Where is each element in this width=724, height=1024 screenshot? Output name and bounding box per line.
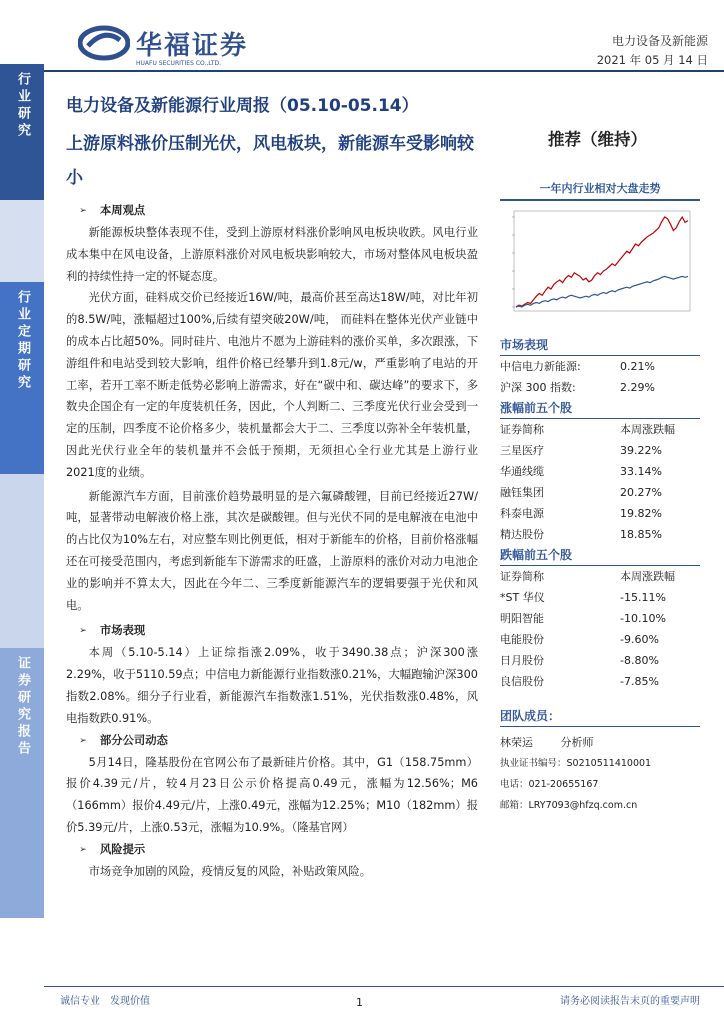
gainers-value: 33.14% (620, 465, 662, 478)
losers-value: -7.85% (620, 675, 659, 688)
market-value: 0.21% (620, 360, 655, 373)
losers-heading: 跌幅前五个股 (500, 545, 700, 566)
paragraph: 新能源板块整体表现不佳，受到上游原材料涨价影响风电板块收跌。风电行业成本集中在风电设备，上游原料涨价对风电板块影响较大，市场对整体风电板块盈利的持续性持一定的怀疑态度。 (66, 226, 478, 283)
footer-slogan: 诚信专业 发现价值 (60, 996, 150, 1007)
losers-row (500, 650, 700, 671)
arrow-bullet-icon: ➢ (79, 735, 87, 746)
gainers-name: 三星医疗 (500, 444, 544, 457)
sidebar-divider (0, 200, 44, 282)
gainers-heading: 涨幅前五个股 (500, 398, 700, 419)
gainers-name: 华通线缆 (500, 465, 544, 478)
losers-row (500, 629, 700, 650)
analyst-name: 林荣运 分析师 (500, 736, 594, 749)
report-title: 电力设备及新能源行业周报（05.10-05.14） (66, 96, 419, 116)
section-heading: ➢ 部分公司动态 (66, 730, 478, 752)
report-subtitle: 上游原料涨价压制光伏，风电板块，新能源车受影响较小 (66, 134, 474, 188)
losers-name: 良信股份 (500, 675, 544, 688)
arrow-bullet-icon: ➢ (79, 844, 87, 855)
market-name: 沪深 300 指数: (500, 381, 576, 394)
sidebar-divider (0, 474, 44, 648)
market-name: 中信电力新能源: (500, 360, 581, 373)
gainers-value: 19.82% (620, 507, 662, 520)
section-heading: ➢ 市场表现 (66, 620, 478, 642)
team-heading: 团队成员： (500, 706, 700, 727)
header-divider (44, 70, 724, 72)
sidebar-band (0, 0, 44, 1024)
footer-disclaimer: 请务必阅读报告末页的重要声明 (560, 996, 700, 1007)
paragraph: 本周（5.10-5.14）上证综指涨2.09%，收于3490.38点；沪深300涨2.29%，收于5110.59点；中信电力新能源行业指数涨0.21%，大幅跑输沪深300指数2.08%。细分子行业看，新能源汽车指数涨1.51%，光伏指数涨0.48%，风电指数跌0.91%。 (66, 646, 478, 725)
sidebar-panel (500, 180, 700, 816)
rating-label: 推荐（维持） (548, 130, 647, 149)
section-heading: ➢ 本周观点 (66, 200, 478, 222)
chart-title: 一年内行业相对大盘走势 (500, 180, 700, 201)
sidebar-label-periodic-research: 行业定期研究 (0, 282, 44, 474)
trend-chart (500, 207, 700, 335)
chart-frame (514, 211, 690, 311)
trend-chart-svg (500, 207, 700, 335)
gainers-value: 20.27% (620, 486, 662, 499)
paragraph: 光伏方面，硅料成交价已经接近16W/吨，最高价甚至高达18W/吨，对比年初的8.5W/吨，涨幅超过100%,后续有望突破20W/吨， 而硅料在整体光伏产业链中的成本占比超50%。同时硅片、电池片不愿为上游硅料的涨价买单，多次跟涨，下游组件和电站受到较大影响，组件价格已经攀升到1.8元/w，严重影响了电站的开工率，若开工率不断走低势必影响上游需求，好在“碳中和、碳达峰”的要求下，多数央企国企有一定的年度装机任务，因此，个人判断二、三季度光伏行业会受到一定的压制，四季度不论价格多少，装机量都会大于二、三季度以弥补全年装机量，因此光伏行业全年的装机量并不会低于预期，无须担心全行业尤其是上游行业2021度的业绩。 (66, 291, 478, 479)
market-row (500, 356, 700, 377)
company-logo: 华福证券 HUAFU SECURITIES CO.,LTD. (78, 24, 248, 62)
losers-row (500, 608, 700, 629)
analyst-email[interactable]: 邮箱：LRY7093@hfzq.com.cn (500, 800, 638, 811)
gainers-value: 39.22% (620, 444, 662, 457)
section-heading: ➢ 风险提示 (66, 839, 478, 861)
arrow-bullet-icon: ➢ (79, 206, 87, 216)
losers-row (500, 671, 700, 692)
losers-name: 日月股份 (500, 654, 544, 667)
market-heading: 市场表现 (500, 335, 700, 356)
paragraph: 5月14日，隆基股份在官网公布了最新硅片价格。其中，G1（158.75mm）报价4.39元/片，较4月23日公示价格提高0.49元，涨幅为12.56%；M6（166mm）报价4.49元/片，上涨0.49元，涨幅为12.25%；M10（182mm）报价5.39元/片，上涨0.53元，涨幅为10.9%。（隆基官网） (66, 755, 478, 834)
gainers-row (500, 503, 700, 524)
logo-swoosh-icon (78, 24, 130, 62)
analyst-cert: 执业证书编号：S0210511410001 (500, 758, 652, 769)
losers-row (500, 587, 700, 608)
gainers-row (500, 461, 700, 482)
series-line-market (516, 276, 688, 307)
gainers-value: 18.85% (620, 528, 662, 541)
gainers-header-row: 证券简称 本周涨跌幅 (500, 423, 675, 436)
gainers-row (500, 440, 700, 461)
gainers-name: 科泰电源 (500, 507, 544, 520)
losers-value: -15.11% (620, 591, 666, 604)
main-content (66, 200, 478, 883)
paragraph: 市场竞争加剧的风险，疫情反复的风险，补贴政策风险。 (88, 864, 372, 878)
gainers-name: 精达股份 (500, 528, 544, 541)
sidebar-label-securities-report: 证券研究报告 (0, 648, 44, 918)
gainers-name: 融钰集团 (500, 486, 544, 499)
gainers-row (500, 524, 700, 545)
losers-value: -8.80% (620, 654, 659, 667)
losers-name: *ST 华仪 (500, 591, 545, 604)
report-date: 2021 年 05 月 14 日 (596, 53, 708, 67)
gainers-row (500, 482, 700, 503)
paragraph: 新能源汽车方面，目前涨价趋势最明显的是六氟磷酸锂，目前已经接近27W/吨，显著带动电解液价格上涨，其次是碳酸锂。但与光伏不同的是电解液在电池中的占比仅为10%左右，对应整车则比例更低，相对于新能车的价格，目前价格涨幅还在可接受范围内，考虑到新能车下游需求的旺盛，上游原料的涨价对动力电池企业的影响并不算太大，因此在今年二、三季度新能源汽车的逻辑要强于光伏和风电。 (66, 489, 478, 612)
report-category: 电力设备及新能源 (611, 34, 708, 48)
losers-value: -10.10% (620, 612, 666, 625)
market-value: 2.29% (620, 381, 655, 394)
page-number: 1 (356, 996, 363, 1009)
footer-divider (44, 986, 724, 987)
losers-header-row: 证券简称 本周涨跌幅 (500, 570, 675, 583)
analyst-phone: 电话：021-20655167 (500, 779, 599, 790)
losers-value: -9.60% (620, 633, 659, 646)
sidebar-label-industry-research: 行业研究 (0, 64, 44, 200)
losers-name: 电能股份 (500, 633, 544, 646)
losers-name: 明阳智能 (500, 612, 544, 625)
arrow-bullet-icon: ➢ (79, 626, 87, 637)
market-row (500, 377, 700, 398)
